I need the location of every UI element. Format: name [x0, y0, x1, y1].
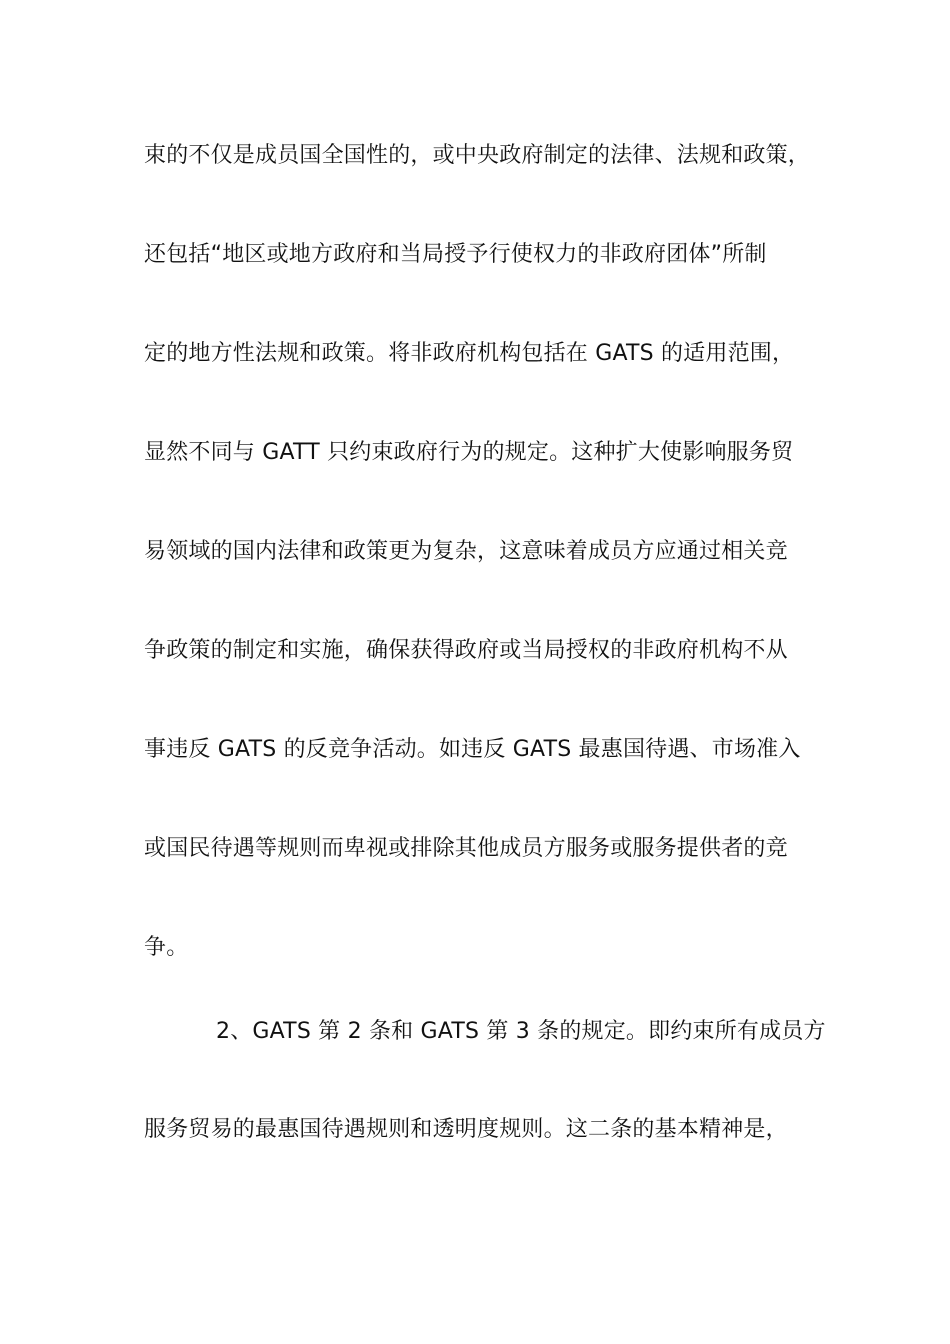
paragraph-line: 显然不同与 GATT 只约束政府行为的规定。这种扩大使影响服务贸	[144, 440, 794, 465]
paragraph-line: 争。	[144, 935, 189, 960]
paragraph-line: 争政策的制定和实施，确保获得政府或当局授权的非政府机构不从	[144, 638, 788, 663]
paragraph-line: 易领域的国内法律和政策更为复杂，这意味着成员方应通过相关竞	[144, 539, 788, 564]
paragraph-line: 事违反 GATS 的反竞争活动。如违反 GATS 最惠国待遇、市场准入	[144, 737, 801, 762]
paragraph-line: 定的地方性法规和政策。将非政府机构包括在 GATS 的适用范围，	[144, 341, 795, 366]
paragraph-line: 或国民待遇等规则而卑视或排除其他成员方服务或服务提供者的竞	[144, 836, 788, 861]
paragraph-line: 还包括“地区或地方政府和当局授予行使权力的非政府团体”所制	[144, 242, 767, 267]
paragraph-line: 服务贸易的最惠国待遇规则和透明度规则。这二条的基本精神是，	[144, 1117, 788, 1142]
paragraph-line: 2、GATS 第 2 条和 GATS 第 3 条的规定。即约束所有成员方	[216, 1019, 826, 1044]
paragraph-line: 束的不仅是成员国全国性的，或中央政府制定的法律、法规和政策，	[144, 143, 811, 168]
